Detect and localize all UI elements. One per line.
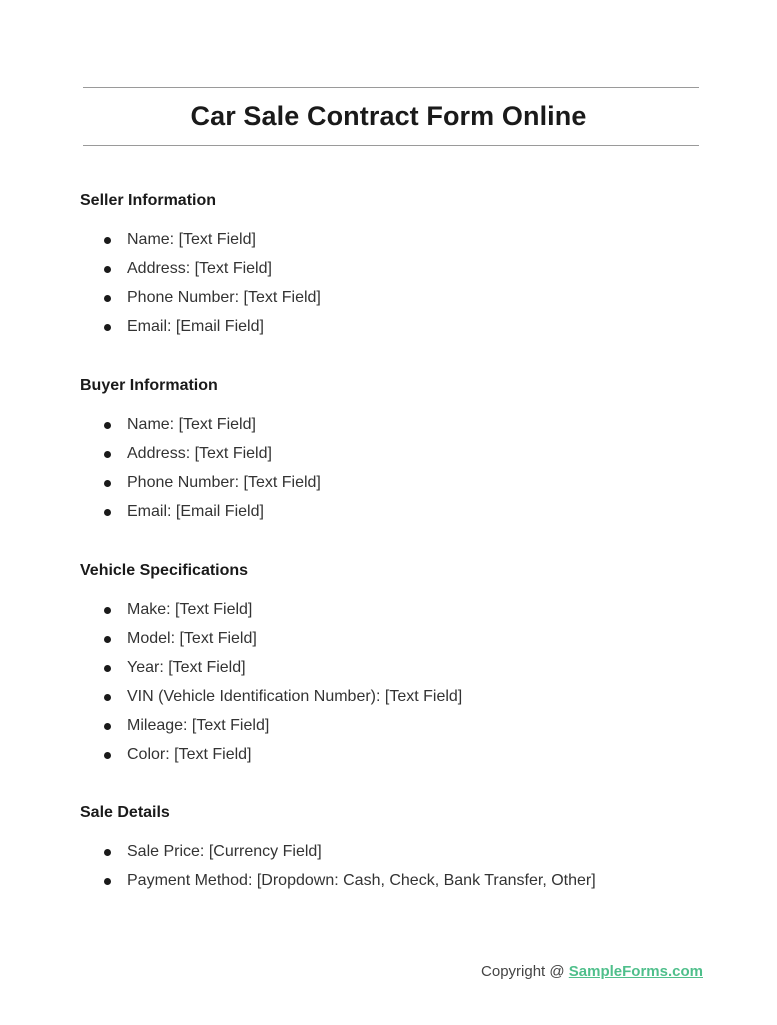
list-item xyxy=(0,687,462,716)
list-item xyxy=(0,288,321,317)
list-item xyxy=(0,415,321,444)
bullet-icon xyxy=(104,752,111,759)
bullet-icon xyxy=(104,636,111,643)
bullet-icon xyxy=(104,849,111,856)
list-item xyxy=(0,444,321,473)
brand-link[interactable]: SampleForms.com xyxy=(568,963,703,980)
list-item-text: VIN (Vehicle Identification Number): [Text Field] xyxy=(127,688,463,705)
bullet-icon xyxy=(104,723,111,730)
list-item xyxy=(0,600,462,629)
list-item-text: Make: [Text Field] xyxy=(127,601,253,618)
copyright-text: Copyright @ xyxy=(481,963,569,980)
list-item-text: Address: [Text Field] xyxy=(127,445,272,462)
section-heading: Seller Information xyxy=(80,192,217,209)
list-item-text: Phone Number: [Text Field] xyxy=(127,289,321,306)
list-item-text: Email: [Email Field] xyxy=(127,503,264,520)
list-item-text: Email: [Email Field] xyxy=(127,318,264,335)
bullet-icon xyxy=(104,324,111,331)
list-item xyxy=(0,629,462,658)
sale-field-list xyxy=(0,842,596,900)
list-item xyxy=(0,230,321,259)
list-item xyxy=(0,716,462,745)
page-title: Car Sale Contract Form Online xyxy=(190,101,587,131)
list-item-text: Name: [Text Field] xyxy=(127,231,256,248)
list-item xyxy=(0,658,462,687)
bullet-icon xyxy=(104,878,111,885)
list-item-text: Payment Method: [Dropdown: Cash, Check, Bank Transfer, Other] xyxy=(127,872,596,889)
list-item xyxy=(0,842,596,871)
bullet-icon xyxy=(104,480,111,487)
vehicle-field-list xyxy=(0,600,462,774)
bullet-icon xyxy=(104,295,111,302)
bullet-icon xyxy=(104,509,111,516)
list-item xyxy=(0,473,321,502)
section-heading: Sale Details xyxy=(80,804,170,821)
list-item-text: Address: [Text Field] xyxy=(127,260,272,277)
list-item xyxy=(0,317,321,346)
bullet-icon xyxy=(104,694,111,701)
copyright-footer xyxy=(481,962,703,982)
list-item-text: Phone Number: [Text Field] xyxy=(127,474,321,491)
section-heading: Vehicle Specifications xyxy=(80,562,249,579)
title-rule-bottom xyxy=(83,145,699,146)
bullet-icon xyxy=(104,607,111,614)
list-item-text: Name: [Text Field] xyxy=(127,416,256,433)
list-item xyxy=(0,871,596,900)
list-item xyxy=(0,259,321,288)
title-rule-top xyxy=(83,87,699,88)
list-item-text: Sale Price: [Currency Field] xyxy=(127,843,322,860)
list-item-text: Year: [Text Field] xyxy=(127,659,246,676)
bullet-icon xyxy=(104,266,111,273)
list-item xyxy=(0,745,462,774)
bullet-icon xyxy=(104,665,111,672)
list-item-text: Color: [Text Field] xyxy=(127,746,252,763)
list-item-text: Mileage: [Text Field] xyxy=(127,717,270,734)
bullet-icon xyxy=(104,451,111,458)
buyer-field-list xyxy=(0,415,321,531)
section-heading: Buyer Information xyxy=(80,377,218,394)
bullet-icon xyxy=(104,422,111,429)
list-item xyxy=(0,502,321,531)
list-item-text: Model: [Text Field] xyxy=(127,630,257,647)
seller-field-list xyxy=(0,230,321,346)
bullet-icon xyxy=(104,237,111,244)
